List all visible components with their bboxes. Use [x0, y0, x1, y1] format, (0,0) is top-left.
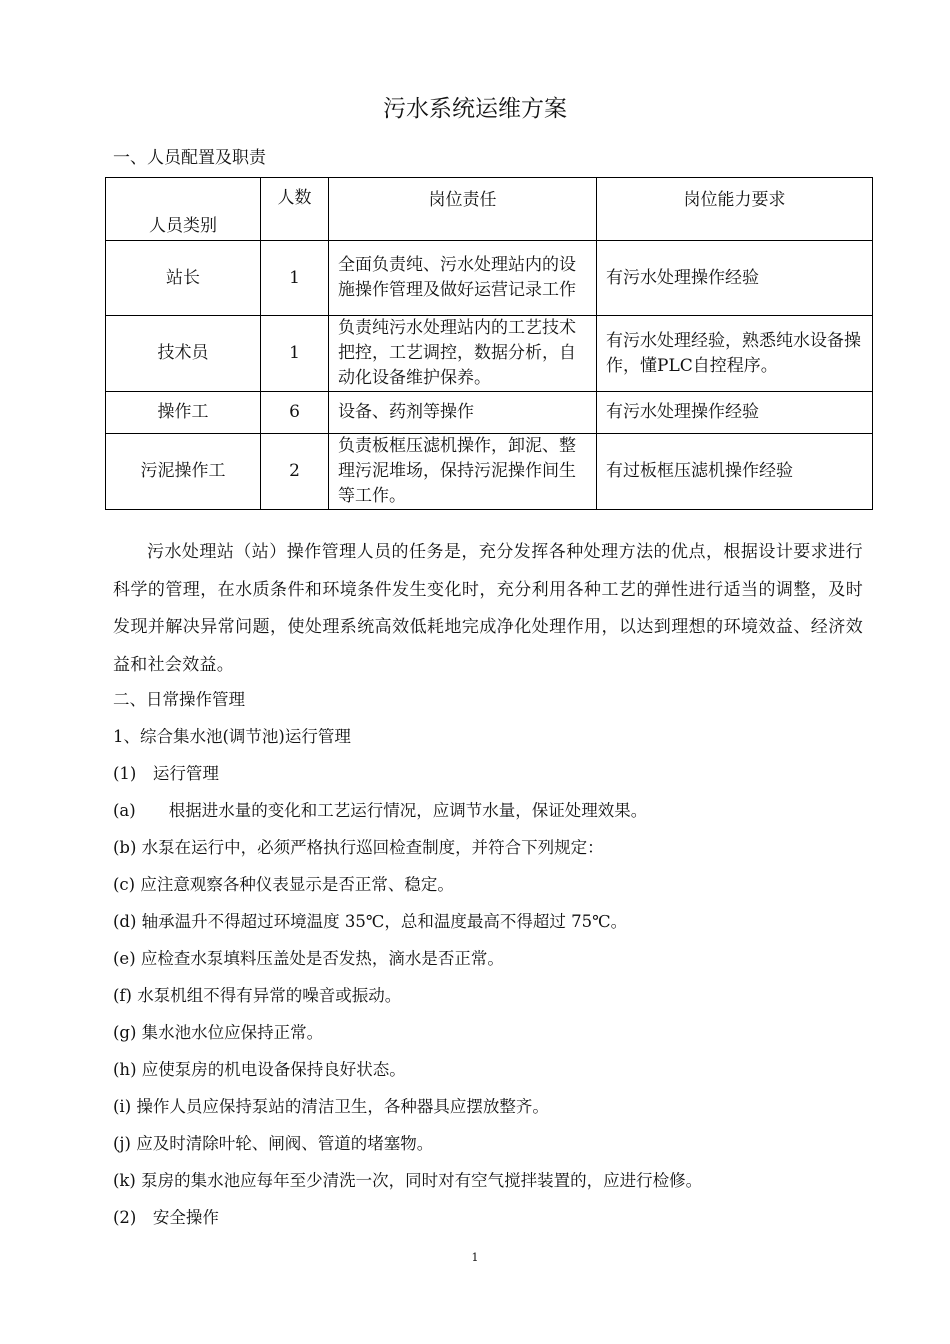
document-title: 污水系统运维方案: [383, 96, 567, 122]
list-item: (c) 应注意观察各种仪表显示是否正常、稳定。: [113, 875, 454, 894]
header-count: 人数: [261, 178, 329, 241]
list-item: (g) 集水池水位应保持正常。: [113, 1023, 324, 1042]
cell-count: 2: [261, 434, 329, 510]
operations-list: [113, 688, 873, 1243]
list-item: (j) 应及时清除叶轮、闸阀、管道的堵塞物。: [113, 1134, 434, 1153]
cell-requirement: 有污水处理操作经验: [597, 392, 873, 434]
cell-count: 6: [261, 392, 329, 434]
list-item: (k) 泵房的集水池应每年至少清洗一次，同时对有空气搅拌装置的，应进行检修。: [113, 1171, 703, 1190]
list-item: (h) 应使泵房的机电设备保持良好状态。: [113, 1060, 406, 1079]
table-row: [106, 241, 873, 316]
list-item: (a) 根据进水量的变化和工艺运行情况，应调节水量，保证处理效果。: [113, 801, 648, 820]
list-item: (b) 水泵在运行中，必须严格执行巡回检查制度，并符合下列规定：: [113, 838, 604, 857]
list-item: (f) 水泵机组不得有异常的噪音或振动。: [113, 986, 402, 1005]
table-row: [106, 434, 873, 510]
table-row: [106, 392, 873, 434]
table-header-row: [106, 178, 873, 241]
cell-role: 站长: [106, 241, 261, 316]
cell-duty: 设备、药剂等操作: [329, 392, 597, 434]
cell-duty: 负责纯污水处理站内的工艺技术把控，工艺调控，数据分析，自动化设备维护保养。: [329, 316, 597, 392]
cell-duty: 全面负责纯、污水处理站内的设施操作管理及做好运营记录工作: [329, 241, 597, 316]
list-item: (e) 应检查水泵填料压盖处是否发热，滴水是否正常。: [113, 949, 504, 968]
cell-role: 操作工: [106, 392, 261, 434]
page-number: 1: [471, 1251, 479, 1264]
cell-duty: 负责板框压滤机操作，卸泥、整理污泥堆场，保持污泥操作间生等工作。: [329, 434, 597, 510]
cell-requirement: 有过板框压滤机操作经验: [597, 434, 873, 510]
list-item: (d) 轴承温升不得超过环境温度 35℃，总和温度最高不得超过 75℃。: [113, 912, 628, 931]
cell-requirement: 有污水处理操作经验: [597, 241, 873, 316]
intro-paragraph: 污水处理站（站）操作管理人员的任务是，充分发挥各种处理方法的优点，根据设计要求进行科学的管理，在水质条件和环境条件发生变化时，充分利用各种工艺的弹性进行适当的调整，及时发现并解决异常问题，使处理系统高效低耗地完成净化处理作用，以达到理想的环境效益、经济效益和社会效益。: [113, 542, 863, 675]
cell-count: 1: [261, 316, 329, 392]
subsection-heading: 1、综合集水池(调节池)运行管理: [113, 727, 351, 746]
header-duty: 岗位责任: [329, 178, 597, 241]
section-heading-daily-operations: 二、日常操作管理: [113, 690, 245, 709]
cell-role: 技术员: [106, 316, 261, 392]
cell-requirement: 有污水处理经验，熟悉纯水设备操作，懂PLC自控程序。: [597, 316, 873, 392]
table-row: [106, 316, 873, 392]
section-heading-staffing: 一、人员配置及职责: [113, 148, 266, 168]
staff-table: [105, 177, 873, 510]
list-item: (i) 操作人员应保持泵站的清洁卫生，各种器具应摆放整齐。: [113, 1097, 549, 1116]
header-role: 人员类别: [106, 178, 261, 241]
cell-count: 1: [261, 241, 329, 316]
list-item: (1) 运行管理: [113, 764, 219, 783]
header-requirement: 岗位能力要求: [597, 178, 873, 241]
list-item: (2) 安全操作: [113, 1208, 219, 1227]
cell-role: 污泥操作工: [106, 434, 261, 510]
